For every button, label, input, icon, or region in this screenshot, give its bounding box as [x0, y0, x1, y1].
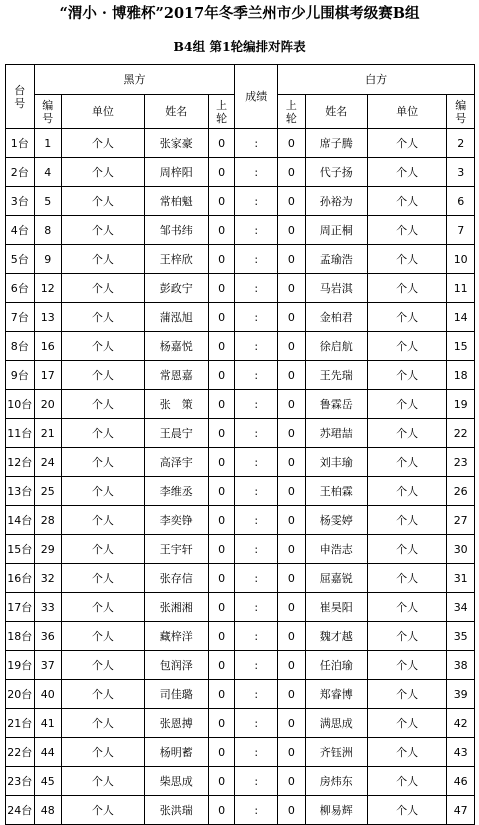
- black-previous-round-cell: 0: [208, 535, 235, 564]
- score-cell: :: [235, 593, 278, 622]
- white-unit-cell: 个人: [367, 303, 447, 332]
- white-previous-round-cell: 0: [278, 651, 306, 680]
- score-cell: :: [235, 477, 278, 506]
- score-cell: :: [235, 158, 278, 187]
- table-row: [6, 274, 475, 303]
- white-previous-round-cell: 0: [278, 274, 306, 303]
- white-name-cell: 柳易辉: [305, 796, 367, 825]
- black-unit-cell: 个人: [62, 129, 145, 158]
- white-unit-cell: 个人: [367, 506, 447, 535]
- white-number-cell: 39: [447, 680, 475, 709]
- white-name-cell: 齐钰洲: [305, 738, 367, 767]
- black-name-cell: 彭政宁: [144, 274, 208, 303]
- black-unit-cell: 个人: [62, 709, 145, 738]
- white-number-cell: 14: [447, 303, 475, 332]
- table-row: [6, 303, 475, 332]
- black-unit-cell: 个人: [62, 506, 145, 535]
- black-name-cell: 司佳璐: [144, 680, 208, 709]
- black-number-cell: 37: [34, 651, 62, 680]
- black-name-cell: 张恩搏: [144, 709, 208, 738]
- black-number-cell: 33: [34, 593, 62, 622]
- table-row: [6, 651, 475, 680]
- black-number-cell: 28: [34, 506, 62, 535]
- board-cell: 6台: [6, 274, 35, 303]
- white-unit-cell: 个人: [367, 158, 447, 187]
- score-cell: :: [235, 680, 278, 709]
- black-number-cell: 40: [34, 680, 62, 709]
- black-number-cell: 12: [34, 274, 62, 303]
- header-black-prev: 上轮: [208, 95, 235, 129]
- black-name-cell: 高泽宇: [144, 448, 208, 477]
- white-previous-round-cell: 0: [278, 767, 306, 796]
- white-name-cell: 金柏君: [305, 303, 367, 332]
- header-black-name: 姓名: [144, 95, 208, 129]
- black-name-cell: 杨嘉悦: [144, 332, 208, 361]
- black-name-cell: 张存信: [144, 564, 208, 593]
- white-number-cell: 2: [447, 129, 475, 158]
- black-name-cell: 张家豪: [144, 129, 208, 158]
- board-cell: 22台: [6, 738, 35, 767]
- white-unit-cell: 个人: [367, 187, 447, 216]
- board-cell: 24台: [6, 796, 35, 825]
- table-row: [6, 767, 475, 796]
- black-name-cell: 李奕铮: [144, 506, 208, 535]
- white-unit-cell: 个人: [367, 622, 447, 651]
- white-name-cell: 任泊瑜: [305, 651, 367, 680]
- board-cell: 2台: [6, 158, 35, 187]
- white-number-cell: 7: [447, 216, 475, 245]
- black-unit-cell: 个人: [62, 390, 145, 419]
- black-unit-cell: 个人: [62, 680, 145, 709]
- score-cell: :: [235, 303, 278, 332]
- white-number-cell: 18: [447, 361, 475, 390]
- black-number-cell: 45: [34, 767, 62, 796]
- board-cell: 16台: [6, 564, 35, 593]
- black-previous-round-cell: 0: [208, 622, 235, 651]
- white-number-cell: 42: [447, 709, 475, 738]
- header-white-unit: 单位: [367, 95, 447, 129]
- white-previous-round-cell: 0: [278, 303, 306, 332]
- score-cell: :: [235, 535, 278, 564]
- black-unit-cell: 个人: [62, 651, 145, 680]
- white-number-cell: 35: [447, 622, 475, 651]
- score-cell: :: [235, 767, 278, 796]
- score-cell: :: [235, 274, 278, 303]
- black-number-cell: 4: [34, 158, 62, 187]
- black-unit-cell: 个人: [62, 593, 145, 622]
- board-cell: 7台: [6, 303, 35, 332]
- white-number-cell: 6: [447, 187, 475, 216]
- black-name-cell: 藏梓洋: [144, 622, 208, 651]
- board-cell: 10台: [6, 390, 35, 419]
- black-number-cell: 32: [34, 564, 62, 593]
- board-cell: 20台: [6, 680, 35, 709]
- black-previous-round-cell: 0: [208, 651, 235, 680]
- white-unit-cell: 个人: [367, 129, 447, 158]
- black-number-cell: 16: [34, 332, 62, 361]
- white-number-cell: 46: [447, 767, 475, 796]
- white-number-cell: 3: [447, 158, 475, 187]
- table-row: [6, 564, 475, 593]
- white-unit-cell: 个人: [367, 593, 447, 622]
- white-name-cell: 满思成: [305, 709, 367, 738]
- black-number-cell: 29: [34, 535, 62, 564]
- black-number-cell: 25: [34, 477, 62, 506]
- table-row: [6, 361, 475, 390]
- board-cell: 3台: [6, 187, 35, 216]
- black-number-cell: 41: [34, 709, 62, 738]
- white-previous-round-cell: 0: [278, 187, 306, 216]
- black-name-cell: 常柏魁: [144, 187, 208, 216]
- black-unit-cell: 个人: [62, 738, 145, 767]
- white-name-cell: 孙裕为: [305, 187, 367, 216]
- score-cell: :: [235, 709, 278, 738]
- white-previous-round-cell: 0: [278, 448, 306, 477]
- board-cell: 5台: [6, 245, 35, 274]
- score-cell: :: [235, 390, 278, 419]
- black-previous-round-cell: 0: [208, 361, 235, 390]
- table-row: [6, 796, 475, 825]
- score-cell: :: [235, 564, 278, 593]
- white-name-cell: 席子腾: [305, 129, 367, 158]
- board-cell: 21台: [6, 709, 35, 738]
- black-name-cell: 张洪瑞: [144, 796, 208, 825]
- black-unit-cell: 个人: [62, 216, 145, 245]
- black-number-cell: 20: [34, 390, 62, 419]
- white-number-cell: 26: [447, 477, 475, 506]
- black-number-cell: 44: [34, 738, 62, 767]
- score-cell: :: [235, 622, 278, 651]
- white-unit-cell: 个人: [367, 477, 447, 506]
- white-name-cell: 崔昊阳: [305, 593, 367, 622]
- white-number-cell: 47: [447, 796, 475, 825]
- table-row: [6, 593, 475, 622]
- table-row: [6, 738, 475, 767]
- header-white-name: 姓名: [305, 95, 367, 129]
- board-cell: 12台: [6, 448, 35, 477]
- black-number-cell: 36: [34, 622, 62, 651]
- board-cell: 17台: [6, 593, 35, 622]
- pairings-body: [6, 129, 475, 825]
- black-unit-cell: 个人: [62, 419, 145, 448]
- white-unit-cell: 个人: [367, 390, 447, 419]
- white-unit-cell: 个人: [367, 535, 447, 564]
- white-previous-round-cell: 0: [278, 796, 306, 825]
- board-cell: 15台: [6, 535, 35, 564]
- black-previous-round-cell: 0: [208, 419, 235, 448]
- header-white-prev: 上轮: [278, 95, 306, 129]
- black-number-cell: 13: [34, 303, 62, 332]
- black-previous-round-cell: 0: [208, 767, 235, 796]
- white-name-cell: 屈嘉锐: [305, 564, 367, 593]
- black-unit-cell: 个人: [62, 245, 145, 274]
- table-row: [6, 390, 475, 419]
- score-cell: :: [235, 187, 278, 216]
- white-name-cell: 杨雯婷: [305, 506, 367, 535]
- board-cell: 9台: [6, 361, 35, 390]
- white-unit-cell: 个人: [367, 796, 447, 825]
- board-cell: 19台: [6, 651, 35, 680]
- white-name-cell: 刘丰瑜: [305, 448, 367, 477]
- white-name-cell: 徐启航: [305, 332, 367, 361]
- white-previous-round-cell: 0: [278, 738, 306, 767]
- score-cell: :: [235, 651, 278, 680]
- black-previous-round-cell: 0: [208, 709, 235, 738]
- table-row: [6, 245, 475, 274]
- black-unit-cell: 个人: [62, 767, 145, 796]
- black-unit-cell: 个人: [62, 303, 145, 332]
- black-name-cell: 张 策: [144, 390, 208, 419]
- black-previous-round-cell: 0: [208, 477, 235, 506]
- header-black-num: 编号: [34, 95, 62, 129]
- header-board: 台号: [6, 65, 35, 129]
- white-previous-round-cell: 0: [278, 506, 306, 535]
- table-row: [6, 419, 475, 448]
- black-number-cell: 21: [34, 419, 62, 448]
- white-unit-cell: 个人: [367, 332, 447, 361]
- score-cell: :: [235, 361, 278, 390]
- white-number-cell: 22: [447, 419, 475, 448]
- white-unit-cell: 个人: [367, 651, 447, 680]
- white-name-cell: 鲁霖岳: [305, 390, 367, 419]
- table-row: [6, 477, 475, 506]
- board-cell: 11台: [6, 419, 35, 448]
- white-number-cell: 31: [447, 564, 475, 593]
- document-title: “渭小 · 博雅杯”2017年冬季兰州市少儿围棋考级赛B组: [59, 5, 420, 22]
- black-previous-round-cell: 0: [208, 332, 235, 361]
- black-previous-round-cell: 0: [208, 158, 235, 187]
- board-cell: 14台: [6, 506, 35, 535]
- white-name-cell: 周正桐: [305, 216, 367, 245]
- black-unit-cell: 个人: [62, 187, 145, 216]
- board-cell: 13台: [6, 477, 35, 506]
- board-cell: 4台: [6, 216, 35, 245]
- white-number-cell: 30: [447, 535, 475, 564]
- black-previous-round-cell: 0: [208, 216, 235, 245]
- table-row: [6, 709, 475, 738]
- black-unit-cell: 个人: [62, 477, 145, 506]
- white-unit-cell: 个人: [367, 738, 447, 767]
- black-name-cell: 柴思成: [144, 767, 208, 796]
- score-cell: :: [235, 245, 278, 274]
- white-previous-round-cell: 0: [278, 390, 306, 419]
- score-cell: :: [235, 216, 278, 245]
- black-previous-round-cell: 0: [208, 274, 235, 303]
- score-cell: :: [235, 448, 278, 477]
- black-name-cell: 王梓欣: [144, 245, 208, 274]
- white-previous-round-cell: 0: [278, 332, 306, 361]
- black-name-cell: 邹书纬: [144, 216, 208, 245]
- table-row: [6, 680, 475, 709]
- white-previous-round-cell: 0: [278, 680, 306, 709]
- black-number-cell: 9: [34, 245, 62, 274]
- white-name-cell: 魏才越: [305, 622, 367, 651]
- white-previous-round-cell: 0: [278, 129, 306, 158]
- black-name-cell: 蒲泓旭: [144, 303, 208, 332]
- black-name-cell: 王宇轩: [144, 535, 208, 564]
- black-name-cell: 张湘湘: [144, 593, 208, 622]
- black-previous-round-cell: 0: [208, 448, 235, 477]
- score-cell: :: [235, 796, 278, 825]
- black-unit-cell: 个人: [62, 448, 145, 477]
- black-previous-round-cell: 0: [208, 593, 235, 622]
- black-unit-cell: 个人: [62, 564, 145, 593]
- black-unit-cell: 个人: [62, 622, 145, 651]
- board-cell: 18台: [6, 622, 35, 651]
- white-unit-cell: 个人: [367, 245, 447, 274]
- white-previous-round-cell: 0: [278, 245, 306, 274]
- white-previous-round-cell: 0: [278, 593, 306, 622]
- white-unit-cell: 个人: [367, 680, 447, 709]
- table-row: [6, 448, 475, 477]
- white-name-cell: 王柏霖: [305, 477, 367, 506]
- black-unit-cell: 个人: [62, 361, 145, 390]
- white-previous-round-cell: 0: [278, 419, 306, 448]
- black-previous-round-cell: 0: [208, 245, 235, 274]
- white-number-cell: 34: [447, 593, 475, 622]
- white-previous-round-cell: 0: [278, 361, 306, 390]
- table-row: [6, 535, 475, 564]
- table-row: [6, 158, 475, 187]
- black-name-cell: 王晨宁: [144, 419, 208, 448]
- white-name-cell: 马岩淇: [305, 274, 367, 303]
- black-previous-round-cell: 0: [208, 738, 235, 767]
- white-name-cell: 孟瑜浩: [305, 245, 367, 274]
- score-cell: :: [235, 506, 278, 535]
- white-number-cell: 27: [447, 506, 475, 535]
- black-unit-cell: 个人: [62, 274, 145, 303]
- header-score: 成绩: [235, 65, 278, 129]
- white-number-cell: 23: [447, 448, 475, 477]
- white-previous-round-cell: 0: [278, 622, 306, 651]
- white-unit-cell: 个人: [367, 216, 447, 245]
- white-name-cell: 房炜东: [305, 767, 367, 796]
- score-cell: :: [235, 738, 278, 767]
- table-row: [6, 187, 475, 216]
- white-previous-round-cell: 0: [278, 477, 306, 506]
- white-number-cell: 10: [447, 245, 475, 274]
- white-unit-cell: 个人: [367, 419, 447, 448]
- black-previous-round-cell: 0: [208, 506, 235, 535]
- white-unit-cell: 个人: [367, 448, 447, 477]
- table-row: [6, 332, 475, 361]
- board-cell: 23台: [6, 767, 35, 796]
- black-number-cell: 24: [34, 448, 62, 477]
- board-cell: 8台: [6, 332, 35, 361]
- black-number-cell: 17: [34, 361, 62, 390]
- black-previous-round-cell: 0: [208, 680, 235, 709]
- white-number-cell: 38: [447, 651, 475, 680]
- white-name-cell: 郑睿博: [305, 680, 367, 709]
- black-number-cell: 5: [34, 187, 62, 216]
- white-unit-cell: 个人: [367, 361, 447, 390]
- black-unit-cell: 个人: [62, 535, 145, 564]
- white-previous-round-cell: 0: [278, 216, 306, 245]
- table-row: [6, 129, 475, 158]
- white-name-cell: 王先瑞: [305, 361, 367, 390]
- white-number-cell: 11: [447, 274, 475, 303]
- header-white: 白方: [278, 65, 475, 95]
- black-previous-round-cell: 0: [208, 187, 235, 216]
- black-name-cell: 包润泽: [144, 651, 208, 680]
- header-black: 黑方: [34, 65, 235, 95]
- white-unit-cell: 个人: [367, 274, 447, 303]
- white-number-cell: 19: [447, 390, 475, 419]
- white-previous-round-cell: 0: [278, 535, 306, 564]
- table-row: [6, 216, 475, 245]
- black-previous-round-cell: 0: [208, 390, 235, 419]
- black-name-cell: 常恩嘉: [144, 361, 208, 390]
- header-row-groups: [6, 65, 475, 95]
- black-previous-round-cell: 0: [208, 796, 235, 825]
- table-row: [6, 506, 475, 535]
- table-row: [6, 622, 475, 651]
- black-unit-cell: 个人: [62, 158, 145, 187]
- header-black-unit: 单位: [62, 95, 145, 129]
- white-name-cell: 申浩志: [305, 535, 367, 564]
- white-previous-round-cell: 0: [278, 564, 306, 593]
- score-cell: :: [235, 332, 278, 361]
- white-previous-round-cell: 0: [278, 158, 306, 187]
- black-name-cell: 李维丞: [144, 477, 208, 506]
- black-number-cell: 8: [34, 216, 62, 245]
- score-cell: :: [235, 419, 278, 448]
- black-previous-round-cell: 0: [208, 564, 235, 593]
- white-previous-round-cell: 0: [278, 709, 306, 738]
- white-number-cell: 43: [447, 738, 475, 767]
- white-unit-cell: 个人: [367, 767, 447, 796]
- black-unit-cell: 个人: [62, 332, 145, 361]
- white-number-cell: 15: [447, 332, 475, 361]
- black-number-cell: 48: [34, 796, 62, 825]
- black-previous-round-cell: 0: [208, 303, 235, 332]
- document-subtitle: B4组 第1轮编排对阵表: [173, 39, 306, 54]
- pairings-table: [5, 64, 475, 825]
- black-number-cell: 1: [34, 129, 62, 158]
- white-unit-cell: 个人: [367, 564, 447, 593]
- white-name-cell: 苏珺喆: [305, 419, 367, 448]
- black-previous-round-cell: 0: [208, 129, 235, 158]
- black-unit-cell: 个人: [62, 796, 145, 825]
- header-white-num: 编号: [447, 95, 475, 129]
- white-unit-cell: 个人: [367, 709, 447, 738]
- white-name-cell: 代子扬: [305, 158, 367, 187]
- score-cell: :: [235, 129, 278, 158]
- black-name-cell: 杨明蓄: [144, 738, 208, 767]
- board-cell: 1台: [6, 129, 35, 158]
- black-name-cell: 周梓阳: [144, 158, 208, 187]
